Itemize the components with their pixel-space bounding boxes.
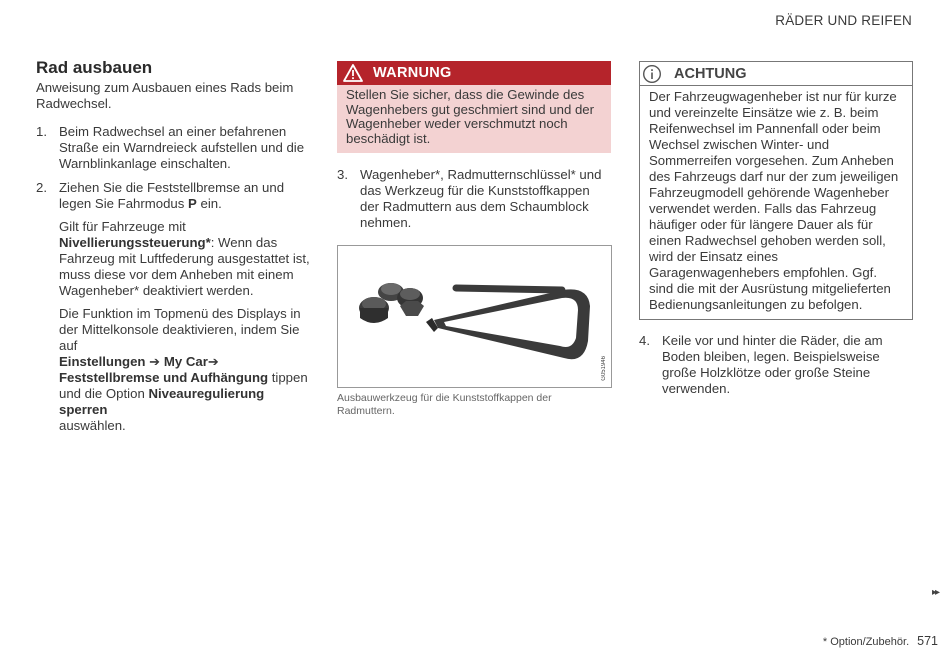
- caution-header: [640, 62, 912, 86]
- info-icon: [642, 64, 662, 84]
- figure-code: G051946: [601, 356, 607, 381]
- step-3: [337, 167, 611, 231]
- arrow-right-icon: ➔: [149, 354, 161, 369]
- cap-removal-tool-image: [338, 246, 611, 387]
- option-leveling-lock: Niveauregulierung sperren: [59, 386, 265, 417]
- step-2: [36, 180, 312, 434]
- next-page-icon[interactable]: ▸▸: [931, 587, 938, 598]
- leveling-detail: : Wenn das Fahrzeug mit Luftfederung ausgestattet ist, muss diese vor dem Anheben mit einem Wagenheber* deaktiviert werden.: [59, 235, 310, 298]
- step-text: Keile vor und hinter die Räder, die am Boden bleiben, legen. Beispielsweise große Holzklötze oder große Steine verwenden.: [662, 333, 883, 396]
- caution-box: [639, 61, 913, 320]
- arrow-right-icon: ➔: [207, 354, 219, 369]
- caution-title: ACHTUNG: [674, 65, 747, 82]
- right-column: [639, 61, 913, 405]
- steps-list: [36, 124, 312, 434]
- figure-caption: Ausbauwerkzeug für die Kunststoffkappen der Radmuttern.: [337, 392, 552, 417]
- warning-title: WARNUNG: [373, 65, 452, 81]
- left-column: [36, 58, 312, 442]
- menu-text-3: auswählen.: [59, 418, 126, 433]
- menu-paragraph: [59, 306, 312, 434]
- leveling-text: Gilt für Fahrzeuge mit: [59, 219, 186, 234]
- step-number: 4.: [639, 333, 650, 348]
- caution-text: Der Fahrzeugwagenheber ist nur für kurze und vereinzelte Einsätze wie z. B. beim Reifenwechsel im Pannenfall oder beim Wechsel zwischen Winter- und Sommerreifen vorgesehen. Zum Anheben des Fahrzeugs darf nur der zum jeweiligen Fahrzeugmodell gehörende Wagenheber verwendet werden. Falls das Fahrzeug häufiger oder für längere Dauer als für einen Radwechsel gehoben werden soll, wird der Einsatz eines Garagenwagenhebers empfohlen. Ggf. sind die mit der Ausrüstung mitgelieferten Bedienungsanleitungen zu befolgen.: [649, 89, 899, 312]
- menu-text: Die Funktion im Topmenü des Displays in der Mittelkonsole deaktivieren, indem Sie auf: [59, 306, 301, 353]
- steps-list-right: [639, 333, 913, 397]
- step-text: Ziehen Sie die Feststellbremse an und legen Sie Fahrmodus: [59, 180, 285, 211]
- page-footer: [823, 634, 938, 648]
- leveling-paragraph: [59, 219, 312, 299]
- menu-my-car: My Car: [163, 354, 208, 369]
- intro-text: Anweisung zum Ausbauen eines Rads beim Radwechsel.: [36, 80, 294, 111]
- drive-mode-label: P: [188, 196, 197, 211]
- warning-header: [337, 61, 611, 85]
- warning-icon: [343, 64, 363, 82]
- step-text: Beim Radwechsel an einer befahrenen Straße ein Warndreieck aufstellen und die Warnblinkanlage einschalten.: [59, 124, 305, 171]
- middle-column: [337, 61, 611, 418]
- step-number: 3.: [337, 167, 348, 182]
- step-text-end: ein.: [196, 196, 222, 211]
- page-number: 571: [917, 634, 938, 648]
- section-header: RÄDER UND REIFEN: [775, 13, 912, 28]
- steps-list-middle: [337, 167, 611, 231]
- menu-text-2: tippen und die Option: [59, 370, 308, 401]
- menu-parking-brake: Feststellbremse und Aufhängung: [59, 370, 269, 385]
- menu-settings: Einstellungen: [59, 354, 146, 369]
- page-title: Rad ausbauen: [36, 58, 153, 77]
- warning-box: [337, 61, 611, 153]
- leveling-feature: Nivellierungssteuerung*: [59, 235, 211, 250]
- footnote-option: * Option/Zubehör.: [822, 636, 910, 648]
- step-4: [639, 333, 913, 397]
- warning-text: Stellen Sie sicher, dass die Gewinde des Wagenhebers gut geschmiert sind und der Wagenheber weder verschmutzt noch beschädigt ist.: [337, 85, 611, 153]
- step-number: 1.: [36, 124, 47, 139]
- tool-illustration: [337, 245, 612, 388]
- step-1: [36, 124, 312, 172]
- step-number: 2.: [36, 180, 47, 195]
- step-text: Wagenheber*, Radmutternschlüssel* und das Werkzeug für die Kunststoffkappen der Radmuttern aus dem Schaumblock nehmen.: [360, 167, 602, 230]
